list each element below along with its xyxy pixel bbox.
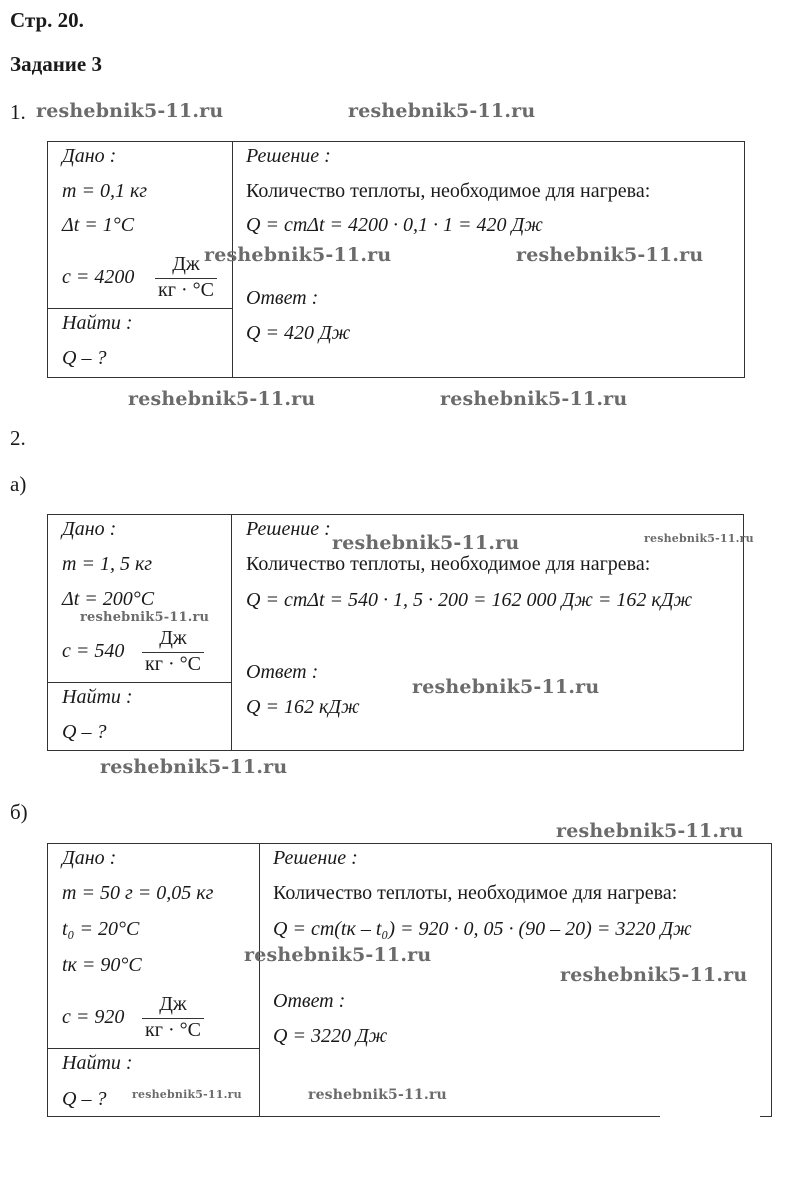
watermark: reshebnik5-11.ru xyxy=(412,676,600,698)
problem2b-given-divider xyxy=(47,1048,260,1049)
watermark: reshebnik5-11.ru xyxy=(560,964,748,986)
watermark: reshebnik5-11.ru xyxy=(80,610,210,625)
problem1-given-header: Дано : xyxy=(62,145,117,167)
problem2a-mass: m = 1, 5 кг xyxy=(62,553,153,575)
watermark: reshebnik5-11.ru xyxy=(36,100,224,122)
problem1-answer-header: Ответ : xyxy=(246,287,319,309)
problem2a-divider xyxy=(231,514,232,751)
watermark: reshebnik5-11.ru xyxy=(332,532,520,554)
problem2b-c: c = 920 xyxy=(62,1006,125,1028)
problem1-heat-text: Количество теплоты, необходимое для нагрева: xyxy=(246,180,651,202)
problem2a-find-header: Найти : xyxy=(62,686,133,708)
problem2b-heat-text: Количество теплоты, необходимое для нагрева: xyxy=(273,882,678,904)
unit-denominator: кг · °C xyxy=(145,1019,201,1041)
problem2b-find-q: Q – ? xyxy=(62,1088,107,1110)
watermark: reshebnik5-11.ru xyxy=(204,244,392,266)
problem1-mass: m = 0,1 кг xyxy=(62,180,148,202)
problem1-formula: Q = cmΔt = 4200 · 0,1 · 1 = 420 Дж xyxy=(246,214,543,236)
problem2a-answer: Q = 162 кДж xyxy=(246,696,360,718)
problem2b-c-unit xyxy=(142,993,204,1042)
problem2a-answer-header: Ответ : xyxy=(246,661,319,683)
problem2b-formula: Q = cm(tк – t₀) = 920 · 0, 05 · (90 – 20) = 3220 Дж xyxy=(273,918,692,940)
problem2a-c-unit xyxy=(142,627,204,676)
problem2a-given-header: Дано : xyxy=(62,518,117,540)
watermark: reshebnik5-11.ru xyxy=(516,244,704,266)
problem1-find-q: Q – ? xyxy=(62,347,107,369)
problem2b-answer-header: Ответ : xyxy=(273,990,346,1012)
unit-numerator: Дж xyxy=(159,993,187,1015)
problem1-dt: Δt = 1°C xyxy=(62,214,135,236)
page-title: Стр. 20. xyxy=(10,8,84,32)
problem2b-t0: t₀ = 20°C xyxy=(62,918,140,940)
problem2a-find-q: Q – ? xyxy=(62,721,107,743)
problem2a-label: а) xyxy=(10,472,27,496)
problem2a-heat-text: Количество теплоты, необходимое для нагрева: xyxy=(246,553,651,575)
problem1-c: c = 4200 xyxy=(62,266,135,288)
watermark: reshebnik5-11.ru xyxy=(100,756,288,778)
problem1-answer: Q = 420 Дж xyxy=(246,322,351,344)
problem1-solution-header: Решение : xyxy=(246,145,331,167)
task-title: Задание 3 xyxy=(10,52,102,76)
problem2a-given-divider xyxy=(47,682,232,683)
watermark: reshebnik5-11.ru xyxy=(244,944,432,966)
problem1-given-divider xyxy=(47,308,233,309)
problem1-number: 1. xyxy=(10,100,26,124)
problem2b-mass: m = 50 г = 0,05 кг xyxy=(62,882,214,904)
problem2b-answer: Q = 3220 Дж xyxy=(273,1025,388,1047)
watermark: reshebnik5-11.ru xyxy=(556,820,744,842)
problem1-find-header: Найти : xyxy=(62,312,133,334)
problem2b-tk: tк = 90°C xyxy=(62,954,142,976)
unit-numerator: Дж xyxy=(159,627,187,649)
watermark: reshebnik5-11.ru xyxy=(440,388,628,410)
problem2a-c: c = 540 xyxy=(62,640,125,662)
problem2b-given-header: Дано : xyxy=(62,847,117,869)
problem2b-find-header: Найти : xyxy=(62,1052,133,1074)
watermark: reshebnik5-11.ru xyxy=(308,1087,447,1103)
problem2a-dt: Δt = 200°C xyxy=(62,588,155,610)
problem2b-label: б) xyxy=(10,800,28,824)
watermark: reshebnik5-11.ru xyxy=(348,100,536,122)
unit-numerator: Дж xyxy=(172,253,200,275)
problem2a-formula: Q = cmΔt = 540 · 1, 5 · 200 = 162 000 Дж = 162 кДж xyxy=(246,589,693,611)
unit-denominator: кг · °C xyxy=(158,279,214,301)
watermark: reshebnik5-11.ru xyxy=(644,532,754,545)
watermark: reshebnik5-11.ru xyxy=(128,388,316,410)
problem2a-solution-header: Решение : xyxy=(246,518,331,540)
unit-denominator: кг · °C xyxy=(145,653,201,675)
problem2b-divider xyxy=(259,843,260,1117)
watermark: reshebnik5-11.ru xyxy=(132,1088,242,1101)
problem2-number: 2. xyxy=(10,426,26,450)
problem2b-solution-header: Решение : xyxy=(273,847,358,869)
problem2b-border-gap xyxy=(660,1112,760,1120)
